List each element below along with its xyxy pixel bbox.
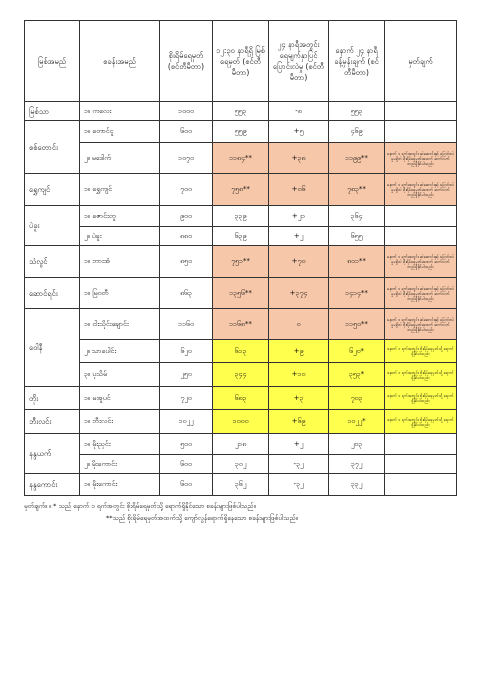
current-level-cell: ၁၃၅၆** bbox=[213, 278, 269, 309]
remarks-cell: နောက် ၁ ရက်အတွင်း ဆဲဆောင်းနှင့် ပြောင်းလဲမှုမရှိဘဲ စိုးရိမ်ရေမှတ်အထက် ဆက်လက်တည်ရှိနိုင်ပါသည်။ bbox=[385, 246, 457, 278]
change-cell: +၅ bbox=[269, 121, 329, 143]
station-cell: ၁။ မအူပင် bbox=[80, 387, 160, 410]
remarks-cell: နောက် ၁ ရက်အတွင်း စိုးရိမ်ရေမှတ်သို့ ရောက်ရှိနိုင်ပါသည်။ bbox=[385, 387, 457, 410]
current-level-cell: ၃၀၂ bbox=[213, 455, 269, 474]
forecast-cell: ၄၆၉ bbox=[329, 121, 385, 143]
table-row bbox=[25, 474, 457, 496]
change-cell: +၂ bbox=[269, 227, 329, 246]
remarks-cell bbox=[385, 102, 457, 121]
river-name-cell: ရွှေကျင် bbox=[25, 174, 80, 206]
table-row bbox=[25, 387, 457, 410]
table-row bbox=[25, 227, 457, 246]
current-level-cell: ၅၅၃ bbox=[213, 102, 269, 121]
remarks-cell bbox=[385, 434, 457, 455]
change-cell: -၈ bbox=[269, 102, 329, 121]
flood-table-container bbox=[24, 20, 456, 524]
river-name-cell: သံလွင် bbox=[25, 246, 80, 278]
station-cell: ၁။ ဘီးလင်း bbox=[80, 410, 160, 434]
header-change: ၂၄ နာရီအတွင်း ရေမျက်နှာပြင် ပြောင်းလဲမှု (စင်တီမီတာ) bbox=[269, 21, 329, 102]
forecast-cell: ၆၂၀* bbox=[329, 340, 385, 363]
warning-level-cell: ၈၅၀ bbox=[160, 246, 213, 278]
river-name-cell: နန္ဒယက် bbox=[25, 434, 80, 474]
current-level-cell: ၁၁၆၈** bbox=[213, 309, 269, 340]
warning-level-cell: ၂၅၀ bbox=[160, 363, 213, 387]
remarks-cell: နောက် ၁ ရက်အတွင်း စိုးရိမ်ရေမှတ်သို့ ရောက်ရှိနိုင်ပါသည်။ bbox=[385, 363, 457, 387]
station-cell: ၁။ မိုးညှင်း bbox=[80, 434, 160, 455]
forecast-cell: ၃၃၂ bbox=[329, 474, 385, 496]
forecast-cell: ၁၁၅၀** bbox=[329, 309, 385, 340]
change-cell: -၃၂ bbox=[269, 455, 329, 474]
table-row bbox=[25, 340, 457, 363]
forecast-cell: ၁၁၉၉** bbox=[329, 143, 385, 174]
remarks-cell bbox=[385, 121, 457, 143]
forecast-cell: ၇၀၃ bbox=[329, 387, 385, 410]
warning-level-cell: ၁၁၆၀ bbox=[160, 309, 213, 340]
warning-level-cell: ၁၀၇၀ bbox=[160, 143, 213, 174]
current-level-cell: ၆၃၉ bbox=[213, 227, 269, 246]
header-current-level: ၁၂:၃၀ နာရီရှိ မြစ်ရေမှတ် (စင်တီမီတာ) bbox=[213, 21, 269, 102]
station-cell: ၁။ ဇောင်းတူ bbox=[80, 206, 160, 227]
forecast-cell: ၁၀၂၂* bbox=[329, 410, 385, 434]
current-level-cell: ၇၅၁** bbox=[213, 246, 269, 278]
forecast-cell: ၆၅၅ bbox=[329, 227, 385, 246]
station-cell: ၂။ မိုးကောင်း bbox=[80, 455, 160, 474]
table-row bbox=[25, 309, 457, 340]
footnote-line-1 bbox=[24, 500, 456, 512]
footnote-single-star: ။ * သည် နောက် ၁ ရက်အတွင်း စိုးရိမ်ရေမှတ်သို့ ရောက်ရှိနိုင်သော စခန်းများဖြစ်ပါသည်။ bbox=[49, 502, 256, 510]
warning-level-cell: ၇၀၀ bbox=[160, 174, 213, 206]
header-station: စခန်းအမည် bbox=[80, 21, 160, 102]
forecast-cell: ၃၆၄ bbox=[329, 206, 385, 227]
change-cell: +၂၁ bbox=[269, 206, 329, 227]
river-name-cell: မြစ်သာ bbox=[25, 102, 80, 121]
change-cell: +၆၉ bbox=[269, 410, 329, 434]
change-cell: +၃၇၄ bbox=[269, 278, 329, 309]
station-cell: ၁။ ရွှေကျင် bbox=[80, 174, 160, 206]
station-cell: ၁။ မိုးကောင်း bbox=[80, 474, 160, 496]
remarks-cell bbox=[385, 474, 457, 496]
current-level-cell: ၆၈၃ bbox=[213, 387, 269, 410]
remarks-cell bbox=[385, 227, 457, 246]
current-level-cell: ၂၁၈ bbox=[213, 434, 269, 455]
table-row bbox=[25, 278, 457, 309]
table-row bbox=[25, 363, 457, 387]
warning-level-cell: ၅၀၀ bbox=[160, 434, 213, 455]
station-cell: ၁။ ဘားအံ bbox=[80, 246, 160, 278]
station-cell: ၂။ မဒေါက် bbox=[80, 143, 160, 174]
remarks-cell: နောက် ၁ ရက်အတွင်း ဆဲဆောင်းနှင့် ပြောင်းလဲမှုမရှိဘဲ စိုးရိမ်ရေမှတ်အထက် ဆက်လက်တည်ရှိနိုင်ပါသည်။ bbox=[385, 309, 457, 340]
table-row bbox=[25, 174, 457, 206]
current-level-cell: ၅၅၉ bbox=[213, 121, 269, 143]
warning-level-cell: ၇၂၀ bbox=[160, 387, 213, 410]
table-row bbox=[25, 455, 457, 474]
current-level-cell: ၁၀၀၀ bbox=[213, 410, 269, 434]
station-cell: ၃။ ပုသိမ် bbox=[80, 363, 160, 387]
remarks-cell: နောက် ၁ ရက်အတွင်း ဆဲဆောင်းနှင့် ပြောင်းလဲမှုမရှိဘဲ စိုးရိမ်ရေမှတ်အထက် ဆက်လက်တည်ရှိနိုင်ပါသည်။ bbox=[385, 278, 457, 309]
river-name-cell: ပဲခူး bbox=[25, 206, 80, 246]
footnote-label: မှတ်ချက်။ bbox=[24, 502, 48, 510]
warning-level-cell: ၆၀၀ bbox=[160, 121, 213, 143]
forecast-cell: ၃၅၃* bbox=[329, 363, 385, 387]
table-row bbox=[25, 434, 457, 455]
river-name-cell: နန္ဒကောင်း bbox=[25, 474, 80, 496]
current-level-cell: ၇၅၈** bbox=[213, 174, 269, 206]
river-name-cell: ဆောင်ရင်း bbox=[25, 278, 80, 309]
footnotes bbox=[24, 500, 456, 524]
change-cell: +၉ bbox=[269, 340, 329, 363]
station-cell: ၂။ သာပေါင်း bbox=[80, 340, 160, 363]
station-cell: ၁။ ကလေး bbox=[80, 102, 160, 121]
table-row bbox=[25, 246, 457, 278]
remarks-cell: နောက် ၁ ရက်အတွင်း ဆဲဆောင်းနှင့် ပြောင်းလဲမှုမရှိဘဲ စိုးရိမ်ရေမှတ်အထက် ဆက်လက်တည်ရှိနိုင်ပါသည်။ bbox=[385, 174, 457, 206]
river-name-cell: စစ်တောင်း bbox=[25, 121, 80, 174]
header-forecast: နောက် ၂၄ နာရီ ခန့်မှန်းချက် (စင်တီမီတာ) bbox=[329, 21, 385, 102]
station-cell: ၂။ ပဲခူး bbox=[80, 227, 160, 246]
table-header-row bbox=[25, 21, 457, 102]
warning-level-cell: ၆၀၀ bbox=[160, 474, 213, 496]
warning-level-cell: ၁၀၂၂ bbox=[160, 410, 213, 434]
remarks-cell: နောက် ၁ ရက်အတွင်း ဆဲဆောင်းနှင့် ပြောင်းလဲမှုမရှိဘဲ စိုးရိမ်ရေမှတ်အထက် ဆက်လက်တည်ရှိနိုင်ပါသည်။ bbox=[385, 143, 457, 174]
forecast-cell: ၅၅၃ bbox=[329, 102, 385, 121]
warning-level-cell: ၆၀၀ bbox=[160, 455, 213, 474]
change-cell: -၃၂ bbox=[269, 474, 329, 496]
warning-level-cell: ၆၂၀ bbox=[160, 340, 213, 363]
forecast-cell: ၈၀၁** bbox=[329, 246, 385, 278]
change-cell: +၃၈ bbox=[269, 143, 329, 174]
current-level-cell: ၃၆၂ bbox=[213, 474, 269, 496]
current-level-cell: ၁၁၈၄** bbox=[213, 143, 269, 174]
forecast-cell: ၃၇၂ bbox=[329, 455, 385, 474]
remarks-cell: နောက် ၁ ရက်အတွင်း စိုးရိမ်ရေမှတ်သို့ ရောက်ရှိနိုင်ပါသည်။ bbox=[385, 410, 457, 434]
table-row bbox=[25, 206, 457, 227]
remarks-cell: နောက် ၁ ရက်အတွင်း စိုးရိမ်ရေမှတ်သို့ ရောက်ရှိနိုင်ပါသည်။ bbox=[385, 340, 457, 363]
river-name-cell: ဘီးလင်း bbox=[25, 410, 80, 434]
change-cell: +၇၀ bbox=[269, 246, 329, 278]
footnote-line-2: **သည် စိုးရိမ်ရေမှတ်အထက်သို့ ကျော်လွန်ရောက်ရှိနေသော စခန်းများဖြစ်ပါသည်။ bbox=[106, 514, 298, 522]
forecast-cell: ၁၄၁၄** bbox=[329, 278, 385, 309]
warning-level-cell: ၁၀၀၀ bbox=[160, 102, 213, 121]
forecast-cell: ၂၀၃ bbox=[329, 434, 385, 455]
station-cell: ၁။ ငါးသိုင်းချောင်း bbox=[80, 309, 160, 340]
current-level-cell: ၃၃၉ bbox=[213, 206, 269, 227]
change-cell: ၀ bbox=[269, 309, 329, 340]
station-cell: ၁။ တောင်ငူ bbox=[80, 121, 160, 143]
river-level-table bbox=[24, 20, 457, 496]
change-cell: +၀၆ bbox=[269, 174, 329, 206]
river-name-cell: တိုး bbox=[25, 387, 80, 410]
header-remarks: မှတ်ချက် bbox=[385, 21, 457, 102]
warning-level-cell: ၈၈၀ bbox=[160, 227, 213, 246]
header-river: မြစ်အမည် bbox=[25, 21, 80, 102]
river-name-cell: ဝေါနီ bbox=[25, 309, 80, 387]
remarks-cell bbox=[385, 455, 457, 474]
table-row bbox=[25, 410, 457, 434]
table-row bbox=[25, 143, 457, 174]
table-row bbox=[25, 102, 457, 121]
change-cell: +၃ bbox=[269, 387, 329, 410]
current-level-cell: ၆၁၃ bbox=[213, 340, 269, 363]
station-cell: ၁။ မြဝတီ bbox=[80, 278, 160, 309]
warning-level-cell: ၈၆၃ bbox=[160, 278, 213, 309]
change-cell: +၂ bbox=[269, 434, 329, 455]
warning-level-cell: ၉၀၀ bbox=[160, 206, 213, 227]
forecast-cell: ၇၈၃** bbox=[329, 174, 385, 206]
current-level-cell: ၃၄၄ bbox=[213, 363, 269, 387]
table-row bbox=[25, 121, 457, 143]
header-warning-level: စိုးရိမ်ရေမှတ် (စင်တီမီတာ) bbox=[160, 21, 213, 102]
change-cell: +၁၀ bbox=[269, 363, 329, 387]
remarks-cell bbox=[385, 206, 457, 227]
